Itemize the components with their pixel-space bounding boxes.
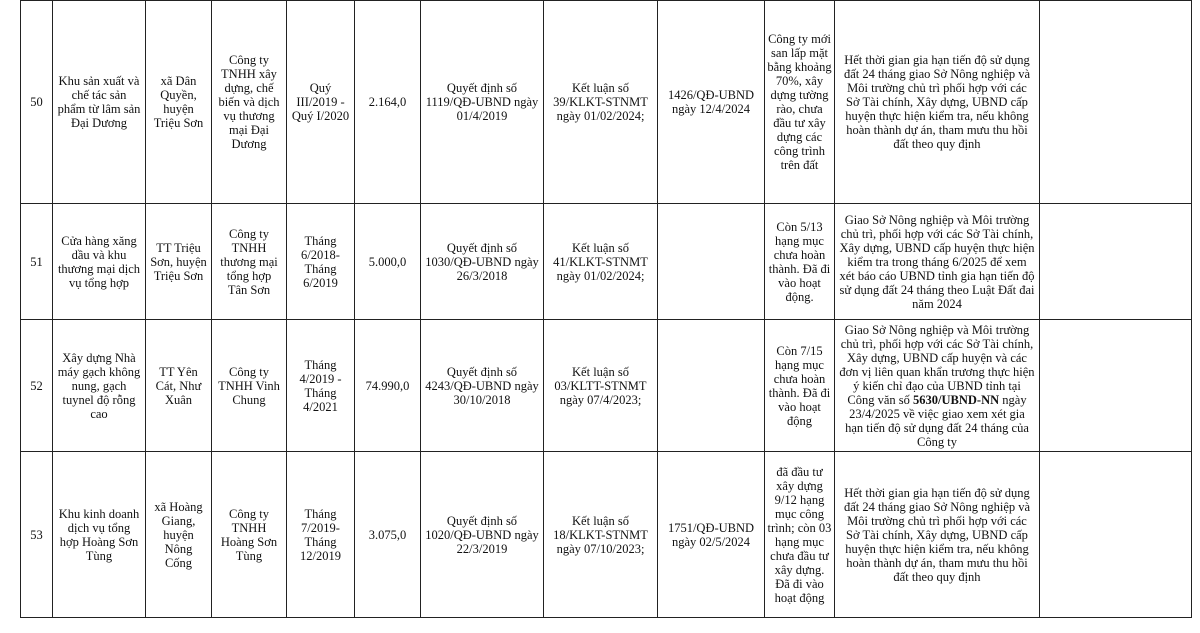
table-row: [21, 1, 1192, 204]
proposal-text: Giao Sở Nông nghiệp và Môi trường chủ trì, phối hợp với các Sở Tài chính, Xây dựng, UBND cấp huyện và các đơn vị liên quan khẩn trương thực hiện ý kiến chỉ đạo của UBND tỉnh tại Công văn số: [839, 322, 1035, 407]
conclusion-cell: Kết luận số 41/KLKT-STNMT ngày 01/02/2024;: [544, 204, 658, 320]
status-cell: đã đầu tư xây dựng 9/12 hạng mục công trình; còn 03 hạng mục chưa đầu tư xây dựng. Đã đi vào hoạt động: [765, 452, 835, 618]
extension-decision-cell: 1751/QĐ-UBND ngày 02/5/2024: [658, 452, 765, 618]
proposal-cell: [835, 452, 1040, 618]
investor-cell: Công ty TNHH xây dựng, chế biến và dịch vụ thương mại Đại Dương: [212, 1, 287, 204]
table-row: [21, 204, 1192, 320]
proposal-cell: [835, 320, 1040, 452]
row-number-cell: 52: [21, 320, 53, 452]
project-name-cell: Khu sản xuất và chế tác sản phẩm từ lâm sản Đại Dương: [53, 1, 146, 204]
extension-decision-cell: 1426/QĐ-UBND ngày 12/4/2024: [658, 1, 765, 204]
area-cell: 2.164,0: [355, 1, 421, 204]
decision-cell: Quyết định số 4243/QĐ-UBND ngày 30/10/2018: [421, 320, 544, 452]
row-number-cell: 50: [21, 1, 53, 204]
extension-decision-cell: [658, 320, 765, 452]
document-sheet: [20, 0, 1191, 618]
schedule-cell: Tháng 4/2019 - Tháng 4/2021: [287, 320, 355, 452]
table-row: [21, 320, 1192, 452]
decision-cell: Quyết định số 1030/QĐ-UBND ngày 26/3/2018: [421, 204, 544, 320]
proposal-text: ngày 23/4/2025 về việc giao xem xét gia hạn tiến độ sử dụng đất 24 tháng của Công ty: [845, 392, 1029, 449]
extension-decision-cell: [658, 204, 765, 320]
location-cell: xã Dân Quyền, huyện Triệu Sơn: [146, 1, 212, 204]
row-number-cell: 53: [21, 452, 53, 618]
proposal-text: Hết thời gian gia hạn tiến độ sử dụng đất 24 tháng giao Sở Nông nghiệp và Môi trường chủ trì phối hợp với các Sở Tài chính, Xây dựng, UBND cấp huyện thực hiện kiểm tra, nếu không hoàn thành dự án, tham mưu thu hồi đất theo quy định: [843, 485, 1031, 584]
investor-cell: Công ty TNHH thương mại tổng hợp Tân Sơn: [212, 204, 287, 320]
proposal-text: Hết thời gian gia hạn tiến độ sử dụng đất 24 tháng giao Sở Nông nghiệp và Môi trường chủ trì phối hợp với các Sở Tài chính, Xây dựng, UBND cấp huyện thực hiện kiểm tra, nếu không hoàn thành dự án, tham mưu thu hồi đất theo quy định: [843, 53, 1031, 151]
conclusion-cell: Kết luận số 39/KLKT-STNMT ngày 01/02/2024;: [544, 1, 658, 204]
note-cell: [1040, 1, 1192, 204]
area-cell: 74.990,0: [355, 320, 421, 452]
note-cell: [1040, 320, 1192, 452]
project-table: [20, 0, 1192, 618]
project-name-cell: Khu kinh doanh dịch vụ tổng hợp Hoàng Sơn Tùng: [53, 452, 146, 618]
project-name-cell: Xây dựng Nhà máy gạch không nung, gạch tuynel độ rỗng cao: [53, 320, 146, 452]
location-cell: xã Hoàng Giang, huyện Nông Cống: [146, 452, 212, 618]
area-cell: 5.000,0: [355, 204, 421, 320]
investor-cell: Công ty TNHH Vinh Chung: [212, 320, 287, 452]
schedule-cell: Tháng 7/2019- Tháng 12/2019: [287, 452, 355, 618]
proposal-cell: [835, 204, 1040, 320]
status-cell: Còn 7/15 hạng mục chưa hoàn thành. Đã đi vào hoạt động: [765, 320, 835, 452]
project-name-cell: Cửa hàng xăng dầu và khu thương mại dịch vụ tổng hợp: [53, 204, 146, 320]
conclusion-cell: Kết luận số 18/KLKT-STNMT ngày 07/10/2023;: [544, 452, 658, 618]
schedule-cell: Tháng 6/2018- Tháng 6/2019: [287, 204, 355, 320]
table-row: [21, 452, 1192, 618]
note-cell: [1040, 204, 1192, 320]
table-body: [21, 1, 1192, 618]
location-cell: TT Triệu Sơn, huyện Triệu Sơn: [146, 204, 212, 320]
proposal-bold-text: 5630/UBND-NN: [913, 392, 1000, 407]
note-cell: [1040, 452, 1192, 618]
proposal-cell: [835, 1, 1040, 204]
conclusion-cell: Kết luận số 03/KLTT-STNMT ngày 07/4/2023;: [544, 320, 658, 452]
row-number-cell: 51: [21, 204, 53, 320]
decision-cell: Quyết định số 1020/QĐ-UBND ngày 22/3/2019: [421, 452, 544, 618]
status-cell: Công ty mới san lấp mặt bằng khoảng 70%, xây dựng tường rào, chưa đầu tư xây dựng các công trình trên đất: [765, 1, 835, 204]
location-cell: TT Yên Cát, Như Xuân: [146, 320, 212, 452]
investor-cell: Công ty TNHH Hoàng Sơn Tùng: [212, 452, 287, 618]
schedule-cell: Quý III/2019 - Quý I/2020: [287, 1, 355, 204]
proposal-text: Giao Sở Nông nghiệp và Môi trường chủ trì, phối hợp với các Sở Tài chính, Xây dựng, UBND cấp huyện thực hiện kiểm tra trong tháng 6/2025 để xem xét báo cáo UBND tỉnh gia hạn tiến độ sử dụng đất 24 tháng theo Luật Đất đai năm 2024: [839, 212, 1035, 311]
status-cell: Còn 5/13 hạng mục chưa hoàn thành. Đã đi vào hoạt động.: [765, 204, 835, 320]
decision-cell: Quyết định số 1119/QĐ-UBND ngày 01/4/2019: [421, 1, 544, 204]
area-cell: 3.075,0: [355, 452, 421, 618]
